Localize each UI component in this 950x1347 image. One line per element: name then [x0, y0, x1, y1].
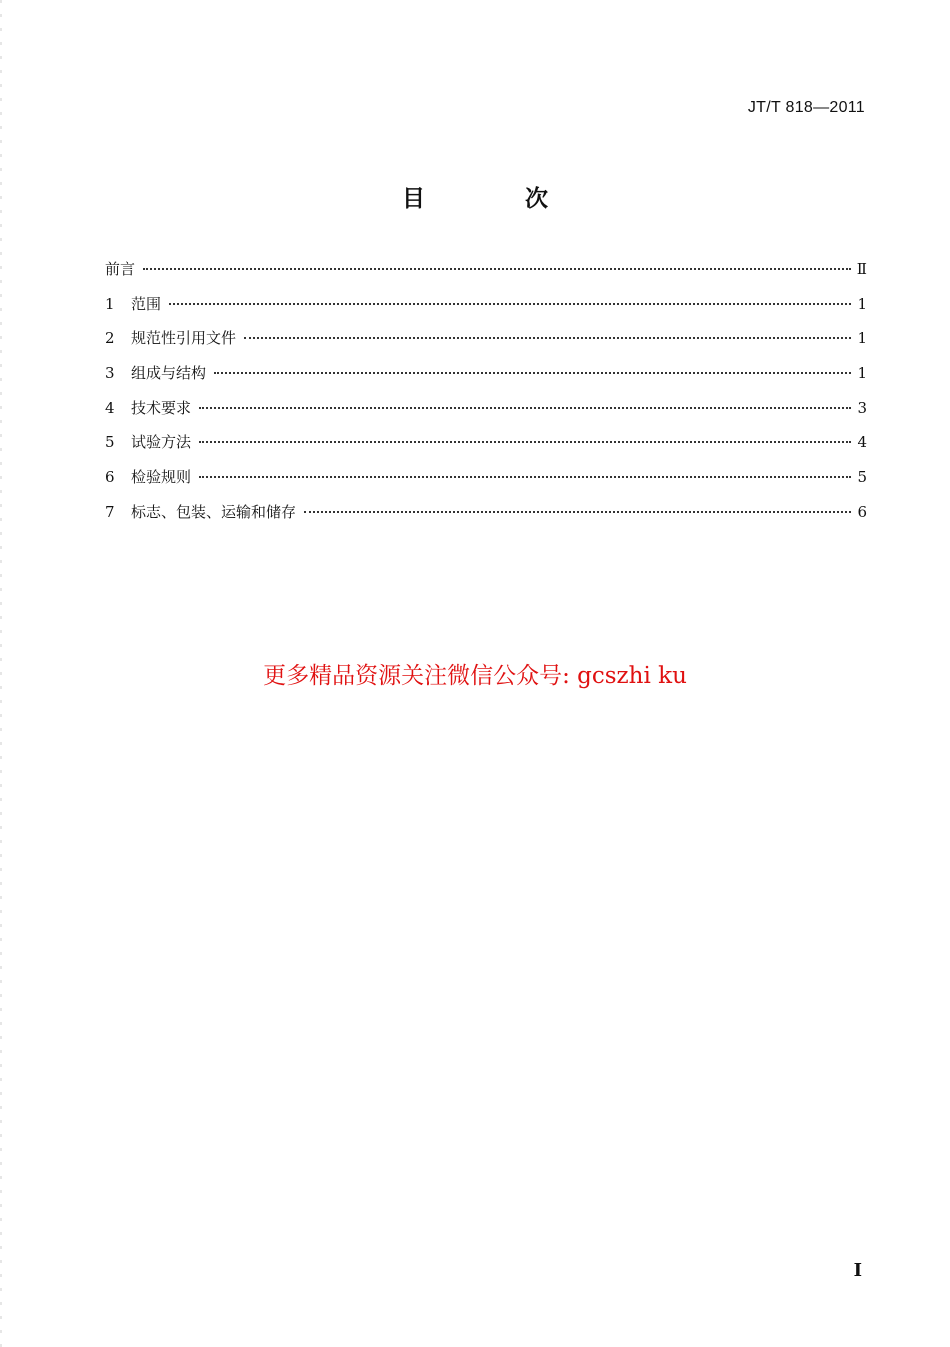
toc-dot-leader	[304, 511, 851, 513]
toc-entry-inspection-rules[interactable]	[105, 466, 867, 501]
toc-dot-leader	[214, 372, 851, 374]
toc-entry-label: 组成与结构	[131, 364, 207, 383]
toc-entry-label: 规范性引用文件	[131, 329, 237, 348]
toc-entry-page: 4	[857, 433, 867, 452]
toc-entry-label: 试验方法	[131, 433, 192, 452]
toc-entry-number: 4	[105, 398, 115, 417]
toc-entry-label: 技术要求	[131, 398, 192, 417]
toc-entry-page: 1	[857, 294, 867, 313]
toc-entry-test-methods[interactable]	[105, 431, 867, 466]
toc-entry-label: 检验规则	[131, 468, 192, 487]
toc-dot-leader	[169, 303, 851, 305]
toc-dot-leader	[199, 407, 851, 409]
toc-entry-page: 1	[857, 329, 867, 348]
toc-entry-number: 3	[105, 364, 115, 383]
toc-entry-page: 6	[857, 502, 867, 521]
standard-code: JT/T 818—2011	[747, 99, 865, 116]
toc-entry-page: 1	[857, 364, 867, 383]
toc-entry-number: 6	[105, 468, 115, 487]
toc-entry-number: 7	[105, 502, 115, 521]
toc-dot-leader	[199, 476, 851, 478]
toc-entry-label: 范围	[131, 294, 162, 313]
toc-dot-leader	[199, 441, 851, 443]
promo-watermark-text: 更多精品资源关注微信公众号: gcszhi ku	[263, 663, 687, 689]
toc-title: 目 次	[401, 186, 594, 212]
page-number: Ⅰ	[853, 1260, 862, 1281]
toc-dot-leader	[143, 268, 851, 270]
toc-entry-marking-packaging[interactable]	[105, 501, 867, 536]
toc-entry-normative-references[interactable]	[105, 327, 867, 362]
toc-entry-number: 1	[105, 294, 115, 313]
toc-entry-scope[interactable]	[105, 293, 867, 328]
toc-entry-foreword[interactable]	[105, 258, 867, 293]
toc-entry-label: 前言	[105, 260, 136, 278]
table-of-contents	[105, 258, 867, 536]
toc-entry-page: 3	[857, 398, 867, 417]
toc-entry-technical-requirements[interactable]	[105, 397, 867, 432]
toc-dot-leader	[244, 337, 851, 339]
toc-entry-number: 5	[105, 433, 115, 452]
toc-entry-page: 5	[857, 468, 867, 487]
toc-entry-page: Ⅱ	[856, 260, 867, 278]
toc-entry-label: 标志、包装、运输和储存	[131, 502, 297, 521]
toc-entry-number: 2	[105, 329, 115, 348]
toc-entry-composition[interactable]	[105, 362, 867, 397]
